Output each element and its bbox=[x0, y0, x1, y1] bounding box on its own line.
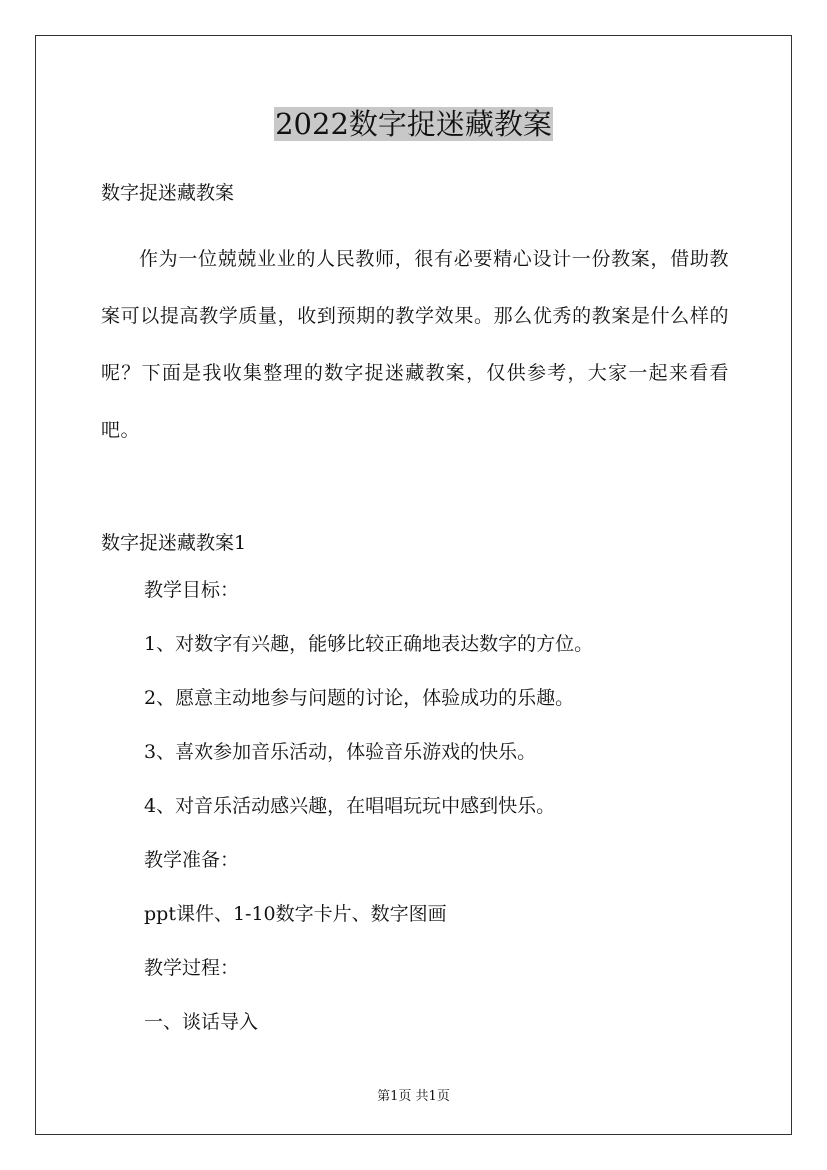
document-subtitle: 数字捉迷藏教案 bbox=[101, 182, 235, 204]
document-body bbox=[101, 176, 729, 1049]
body-line-goal-1: 1、对数字有兴趣，能够比较正确地表达数字的方位。 bbox=[144, 633, 594, 655]
body-line-teaching-goals: 教学目标： bbox=[144, 579, 240, 601]
intro-paragraph: 作为一位兢兢业业的人民教师，很有必要精心设计一份教案，借助教案可以提高教学质量，收到预期的教学效果。那么优秀的教案是什么样的呢？下面是我收集整理的数字捉迷藏教案，仅供参考，大家一起来看看吧。 bbox=[101, 248, 729, 441]
body-line-goal-4: 4、对音乐活动感兴趣，在唱唱玩玩中感到快乐。 bbox=[144, 795, 556, 817]
body-line-step-1: 一、谈话导入 bbox=[144, 1011, 259, 1033]
page-footer: 第1页 共1页 bbox=[377, 1089, 450, 1104]
section-heading: 数字捉迷藏教案1 bbox=[101, 532, 247, 554]
body-line-materials: ppt课件、1-10数字卡片、数字图画 bbox=[144, 903, 447, 925]
body-line-goal-3: 3、喜欢参加音乐活动，体验音乐游戏的快乐。 bbox=[144, 741, 537, 763]
body-line-goal-2: 2、愿意主动地参与问题的讨论，体验成功的乐趣。 bbox=[144, 687, 575, 709]
body-line-teaching-prep: 教学准备： bbox=[144, 849, 240, 871]
document-title bbox=[0, 104, 827, 144]
document-title-text: 2022数字捉迷藏教案 bbox=[275, 107, 552, 141]
body-line-teaching-process: 教学过程： bbox=[144, 957, 240, 979]
